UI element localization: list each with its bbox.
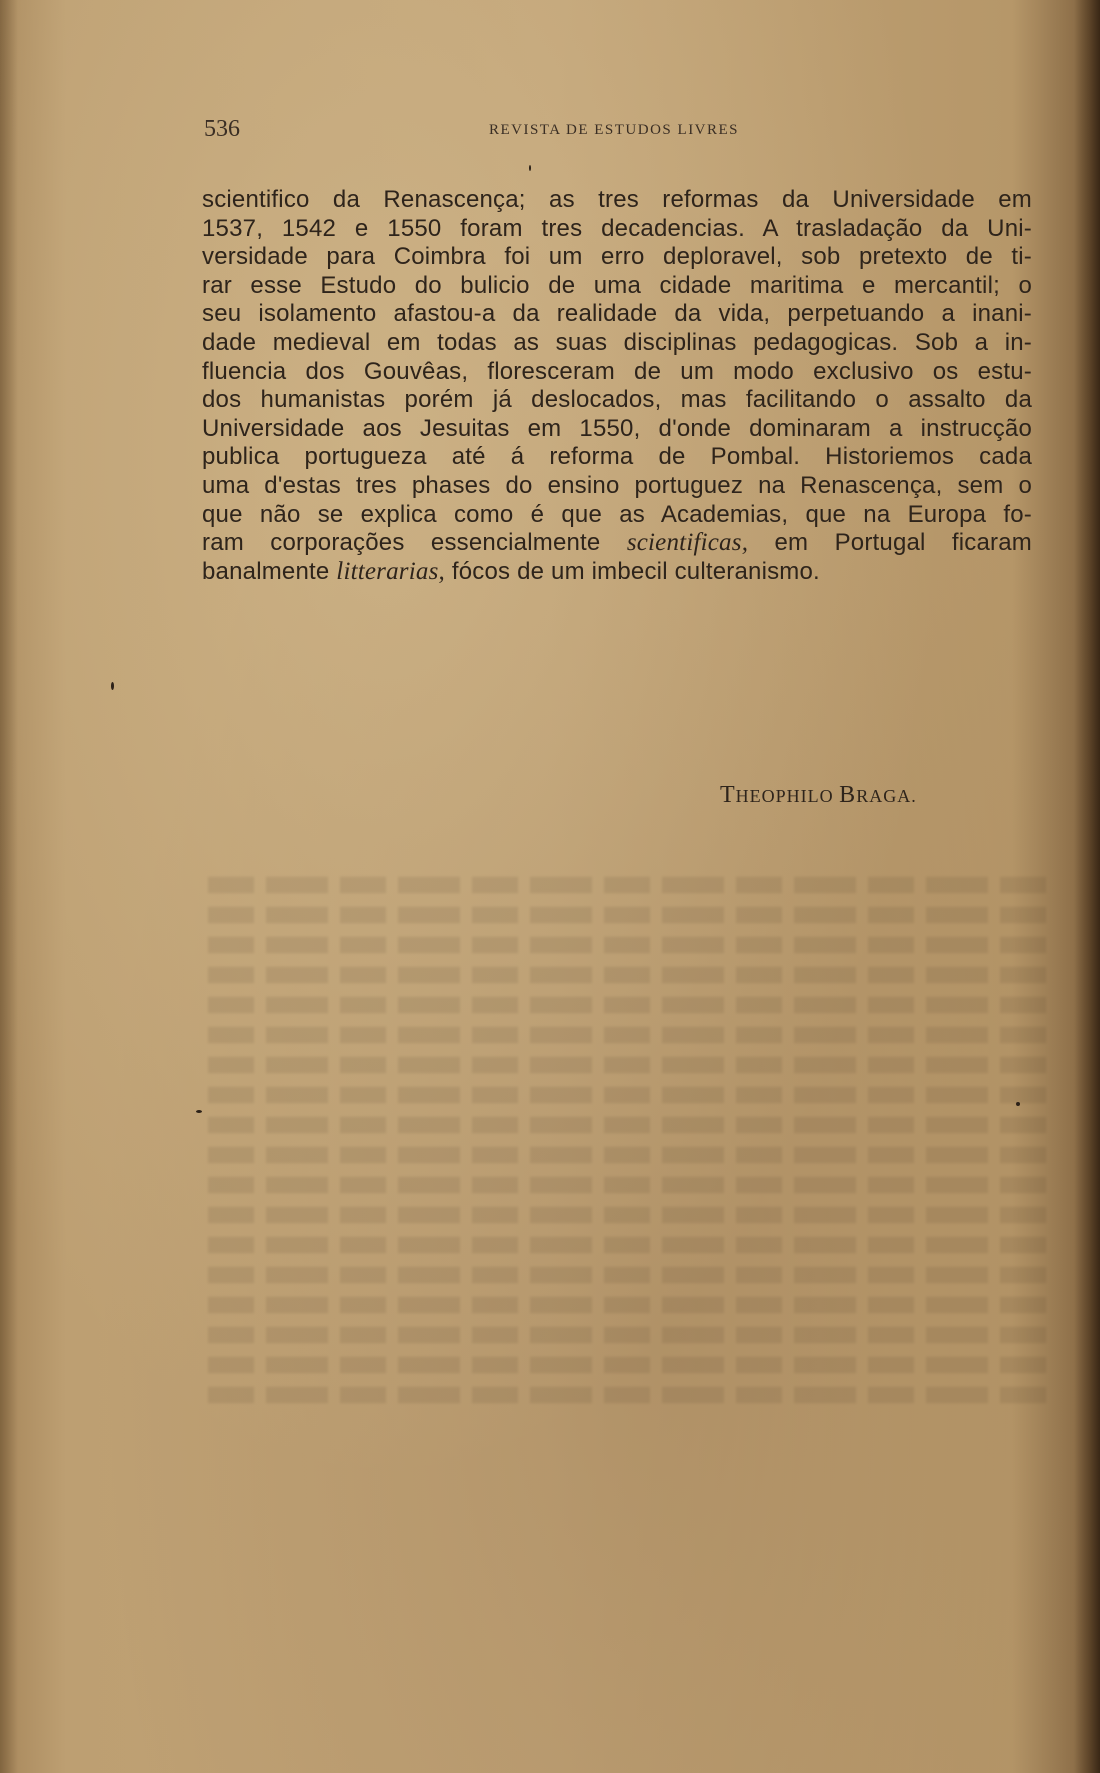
page-number: 536 <box>204 116 240 142</box>
page-header <box>204 116 1034 146</box>
text-line: 1537, 1542 e 1550 foram tres decadencias. A trasladação da Uni- <box>202 214 1032 242</box>
text-line: uma d'estas tres phases do ensino portuguez na Renascença, sem o <box>202 471 1032 499</box>
signature-smallcaps: RAGA. <box>856 786 917 806</box>
show-through-text <box>196 870 1046 1430</box>
text-line: seu isolamento afastou-a da realidade da vida, perpetuando a inani- <box>202 300 1032 328</box>
text-line: que não se explica como é que as Academias, que na Europa fo- <box>202 500 1032 528</box>
italic-word-scientificas: scientificas, <box>626 529 749 557</box>
text-line: scientifico da Renascença; as tres reformas da Universidade em <box>202 186 1032 213</box>
author-signature <box>720 782 917 809</box>
text-segment: fócos de um imbecil culteranismo. <box>444 557 820 585</box>
signature-smallcaps: HEOPHILO <box>735 786 840 806</box>
text-segment: em Portugal ficaram <box>748 529 1032 557</box>
page-right-shadow <box>1074 0 1100 1773</box>
text-line: publica portugueza até á reforma de Pombal. Historiemos cada <box>202 443 1032 471</box>
body-paragraph <box>202 186 1032 586</box>
paper-speck <box>196 1110 202 1113</box>
text-line: Universidade aos Jesuitas em 1550, d'onde dominaram a instrucção <box>202 414 1032 442</box>
signature-initial: T <box>720 782 736 808</box>
text-line: dos humanistas porém já deslocados, mas facilitando o assalto da <box>202 386 1032 414</box>
text-line: fluencia dos Gouvêas, floresceram de um modo exclusivo os estu- <box>202 357 1032 385</box>
text-line: rar esse Estudo do bulicio de uma cidade maritima e mercantil; o <box>202 271 1032 299</box>
italic-word-litterarias: litterarias, <box>336 557 445 585</box>
text-segment: banalmente <box>202 557 337 585</box>
signature-initial: B <box>839 782 857 808</box>
text-line-last <box>202 558 1032 587</box>
running-title: REVISTA DE ESTUDOS LIVRES <box>488 122 740 138</box>
text-line: dade medieval em todas as suas disciplinas pedagogicas. Sob a in- <box>202 328 1032 356</box>
page-left-shadow <box>0 0 18 1773</box>
text-segment: ram corporações essencialmente <box>202 529 627 557</box>
paper-speck <box>1016 1102 1020 1106</box>
paper-speck <box>529 165 531 171</box>
text-line: versidade para Coimbra foi um erro deploravel, sob pretexto de ti- <box>202 243 1032 271</box>
text-line <box>202 529 1032 558</box>
paper-speck <box>111 682 114 690</box>
